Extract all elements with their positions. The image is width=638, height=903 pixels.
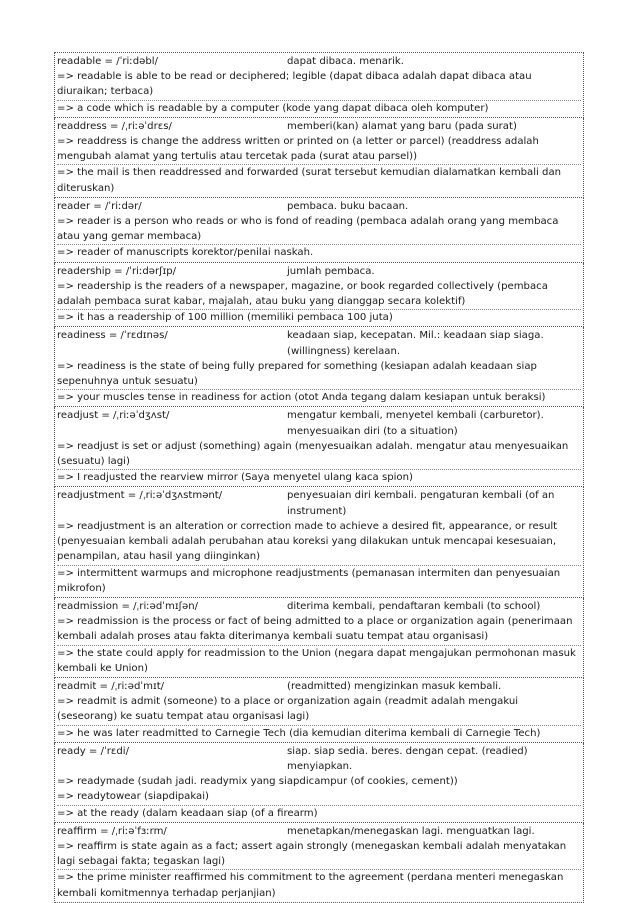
example-sentence: => your muscles tense in readiness for action (otot Anda tegang dalam kesiapan untuk beraksi) <box>57 389 581 405</box>
dictionary-table <box>54 52 584 903</box>
example-sentence: => I readjusted the rearview mirror (Saya menyetel ulang kaca spion) <box>57 469 581 485</box>
dictionary-entry <box>54 823 584 903</box>
definition-line: => readdress is change the address written or printed on (a letter or parcel) (readdress adalah mengubah alamat yang tertulis atau tercetak pada (surat atau parsel)) <box>57 136 539 163</box>
headword: readiness = /ˈrɛdɪnəs/ <box>57 330 168 342</box>
example-sentence: => a code which is readable by a computer (kode yang dapat dibaca oleh komputer) <box>57 100 581 116</box>
translation: mengatur kembali, menyetel kembali (carburetor). menyesuaikan diri (to a situation) <box>287 410 544 437</box>
example-sentence: => it has a readership of 100 million (memiliki pembaca 100 juta) <box>57 309 581 325</box>
translation: dapat dibaca. menarik. <box>287 56 404 67</box>
example-sentence: => intermittent warmups and microphone readjustments (pemanasan intermiten dan penyesuaian mikrofon) <box>57 565 581 596</box>
dictionary-entry <box>54 743 584 823</box>
definition-line: => readytowear (siapdipakai) <box>57 791 209 803</box>
translation: siap. siap sedia. beres. dengan cepat. (readied) menyiapkan. <box>287 745 528 772</box>
dictionary-entry <box>54 327 584 407</box>
entry-header <box>57 599 581 614</box>
headword: readmission = /ˌriːədˈmɪʃən/ <box>57 600 199 612</box>
headword: ready = /ˈrɛdi/ <box>57 745 129 757</box>
translation: menetapkan/menegaskan lagi. menguatkan lagi. <box>287 825 535 837</box>
entry-header <box>57 408 581 438</box>
dictionary-entry <box>54 53 584 118</box>
entry-header <box>57 54 581 69</box>
dictionary-entry <box>54 198 584 263</box>
dictionary-entry <box>54 407 584 487</box>
entry-header <box>57 328 581 358</box>
definition-line: => readable is able to be read or deciphered; legible (dapat dibaca adalah dapat dibaca atau diuraikan; terbaca) <box>57 71 532 98</box>
definition-line: => readmit is admit (someone) to a place or organization again (readmit adalah mengakui (seseorang) ke suatu tempat atau organisasi lagi) <box>57 696 519 723</box>
entry-header <box>57 199 581 214</box>
dictionary-entry <box>54 263 584 328</box>
entry-header <box>57 488 581 518</box>
translation: (readmitted) mengizinkan masuk kembali. <box>287 680 502 692</box>
translation: jumlah pembaca. <box>287 265 375 277</box>
entry-header <box>57 264 581 279</box>
headword: readership = /ˈriːdərʃɪp/ <box>57 265 177 277</box>
definition-line: => readmission is the process or fact of being admitted to a place or organization again (penerimaan kembali adalah proses atau fakta diterimanya kembali suatu tempat atau organisasi) <box>57 616 573 643</box>
headword: readdress = /ˌriːəˈdrɛs/ <box>57 120 172 132</box>
translation: memberi(kan) alamat yang baru (pada surat) <box>287 120 517 132</box>
example-sentence: => the prime minister reaffirmed his commitment to the agreement (perdana menteri menegaskan kembali komitmennya terhadap perjanjian) <box>57 869 581 900</box>
headword: reader = /ˈriːdər/ <box>57 200 142 212</box>
definition-line: => readiness is the state of being fully prepared for something (kesiapan adalah keadaan siap sepenuhnya untuk sesuatu) <box>57 360 537 388</box>
translation: penyesuaian diri kembali. pengaturan kembali (of an instrument) <box>287 490 555 517</box>
translation: diterima kembali, pendaftaran kembali (to school) <box>287 600 541 612</box>
example-sentence: => he was later readmitted to Carnegie Tech (dia kemudian diterima kembali di Carnegie Tech) <box>57 725 581 741</box>
dictionary-entry <box>54 118 584 198</box>
definition-line: => reader is a person who reads or who is fond of reading (pembaca adalah orang yang membaca atau yang gemar membaca) <box>57 216 559 243</box>
definition-line: => readjustment is an alteration or correction made to achieve a desired fit, appearance, or result (penyesuaian kembali adalah perubahan atau koreksi yang dilakukan untuk mencapai kesesuaian, penampilan, atau hasil yang diinginkan) <box>57 520 558 563</box>
example-sentence: => reader of manuscripts korektor/penilai naskah. <box>57 244 581 260</box>
entry-header <box>57 119 581 134</box>
example-sentence: => the mail is then readdressed and forwarded (surat tersebut kemudian dialamatkan kembali dan diteruskan) <box>57 164 581 195</box>
definition-line: => readjust is set or adjust (something) again (menyesuaikan adalah. mengatur atau menyesuaikan (sesuatu) lagi) <box>57 440 569 468</box>
definition-line: => readymade (sudah jadi. readymix yang siapdicampur (of cookies, cement)) <box>57 776 458 788</box>
dictionary-entry <box>54 598 584 678</box>
entry-header <box>57 679 581 694</box>
dictionary-entry <box>54 678 584 743</box>
example-sentence: => the state could apply for readmission to the Union (negara dapat mengajukan permohonan masuk kembali ke Union) <box>57 645 581 676</box>
translation: keadaan siap, kecepatan. Mil.: keadaan siap siaga. (willingness) kerelaan. <box>287 330 544 357</box>
headword: readjustment = /ˌriːəˈdʒʌstmənt/ <box>57 490 223 502</box>
headword: reaffirm = /ˌriːəˈfɜːrm/ <box>57 825 167 837</box>
entry-header <box>57 744 581 774</box>
headword: readjust = /ˌriːəˈdʒʌst/ <box>57 410 170 422</box>
entry-header <box>57 824 581 839</box>
headword: readmit = /ˌriːədˈmɪt/ <box>57 680 165 692</box>
definition-line: => readership is the readers of a newspaper, magazine, or book regarded collectively (pembaca adalah pembaca surat kabar, majalah, atau buku yang dianggap secara kolektif) <box>57 280 548 308</box>
headword: readable = /ˈriːdəbl/ <box>57 56 158 67</box>
translation: pembaca. buku bacaan. <box>287 200 409 212</box>
dictionary-entry <box>54 487 584 597</box>
definition-line: => reaffirm is state again as a fact; assert again strongly (menegaskan kembali adalah menyatakan lagi sebagai fakta; tegaskan lagi) <box>57 840 567 868</box>
example-sentence: => at the ready (dalam keadaan siap (of a firearm) <box>57 805 581 821</box>
